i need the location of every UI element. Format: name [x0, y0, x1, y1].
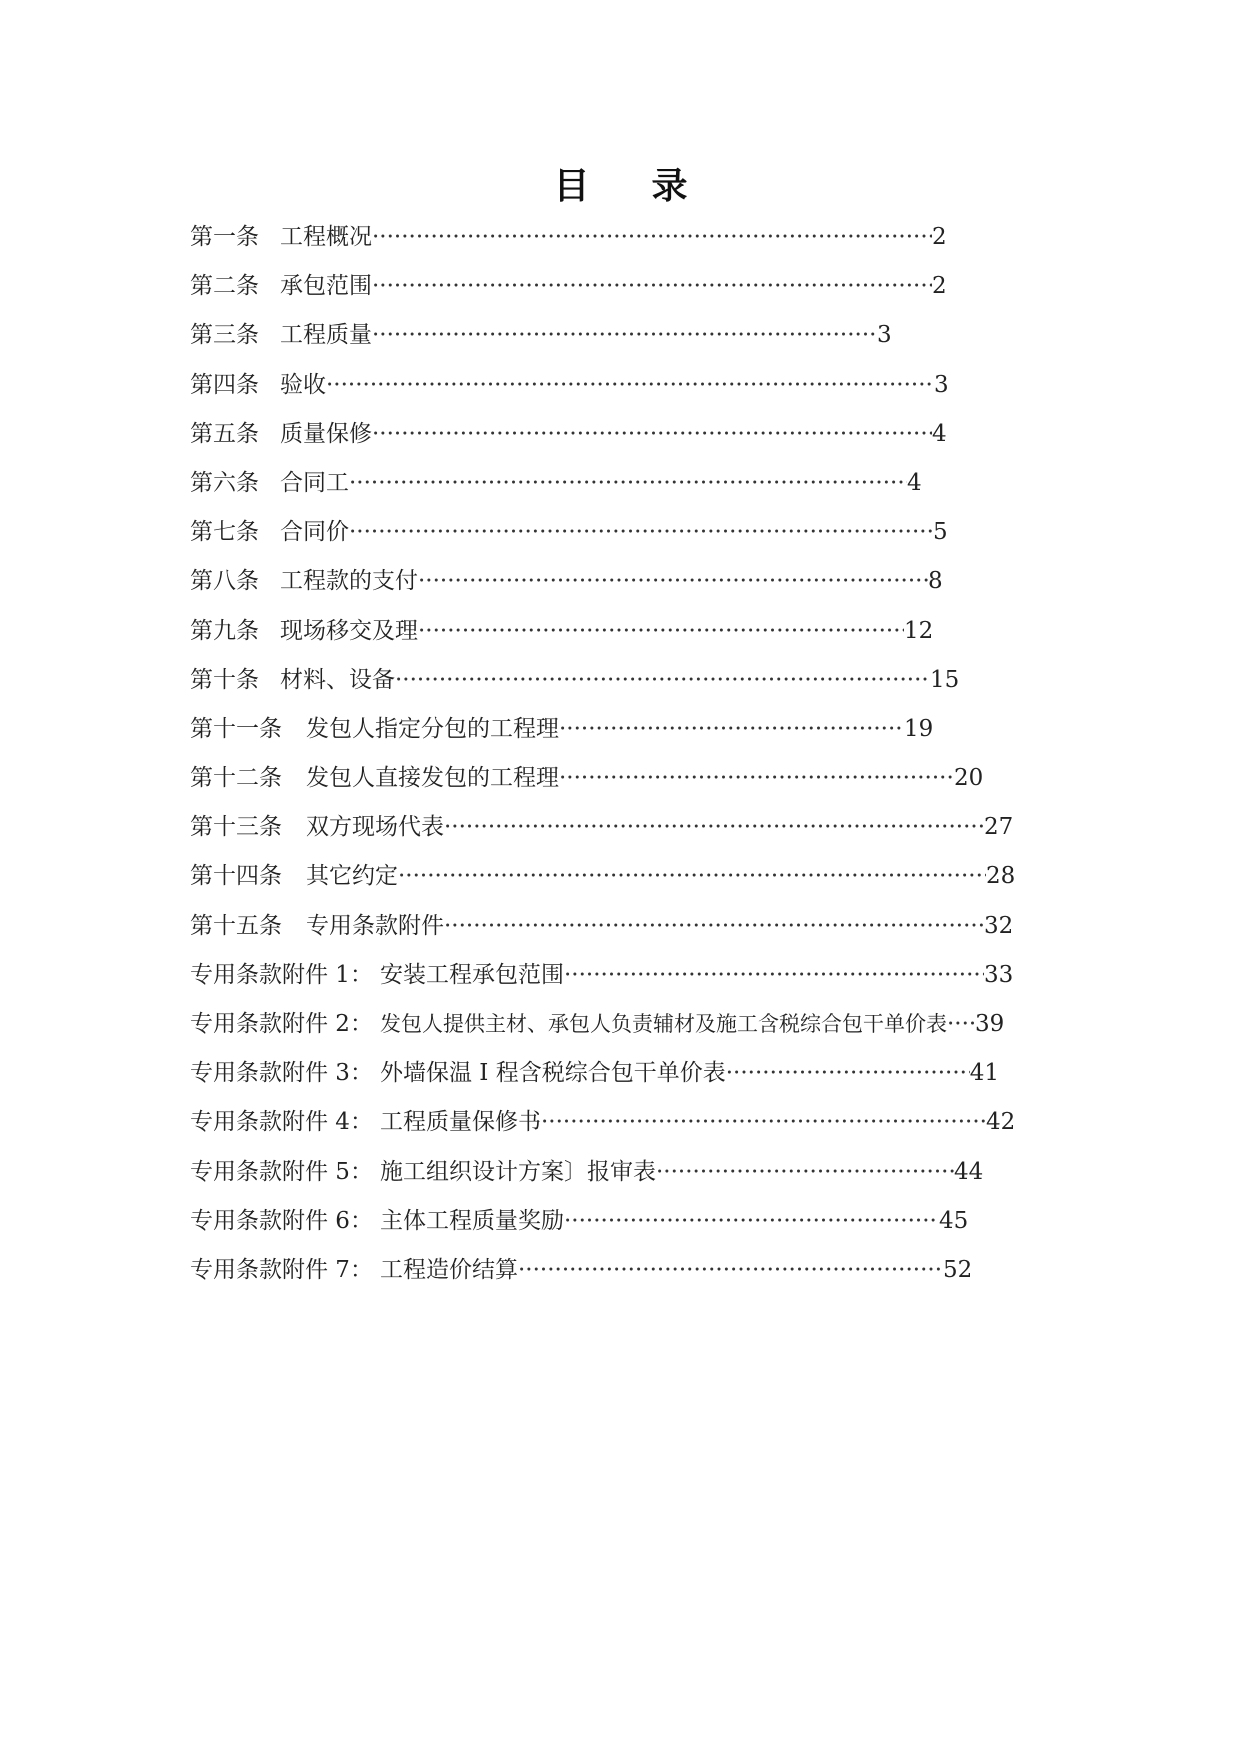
- toc-leader-dots: [444, 814, 984, 840]
- toc-entry-12: [190, 759, 1070, 808]
- toc-page-number: 15: [930, 666, 960, 693]
- toc-label: 第十一条: [190, 715, 282, 742]
- toc-leader-dots: [444, 913, 984, 939]
- toc-entry-13: [190, 808, 1070, 857]
- toc-leader-dots: [564, 1208, 939, 1234]
- toc-page-number: 12: [904, 617, 934, 644]
- toc-title: 发包人直接发包的工程理: [306, 765, 559, 792]
- toc-label: 第十五条: [190, 912, 282, 939]
- toc-page-number: 45: [939, 1207, 969, 1234]
- toc-leader-dots: [559, 765, 954, 791]
- toc-page-number: 4: [932, 420, 947, 447]
- toc-entry-18: [190, 1054, 1070, 1103]
- toc-label: 第十四条: [190, 863, 282, 890]
- toc-entry-6: [190, 464, 1070, 513]
- toc-leader-dots: [418, 568, 928, 594]
- toc-page-number: 8: [928, 568, 943, 595]
- toc-leader-dots: [372, 322, 877, 348]
- toc-title: 外墙保温 I 程含税综合包干单价表: [380, 1060, 726, 1087]
- toc-label: 第十条: [190, 666, 259, 693]
- page-title: 目录: [553, 165, 750, 207]
- toc-leader-dots: [559, 716, 904, 742]
- toc-title: 安装工程承包范围: [380, 961, 564, 988]
- toc-entry-5: [190, 415, 1070, 464]
- toc-entry-19: [190, 1103, 1070, 1152]
- toc-label: 专用条款附件 7：: [190, 1256, 373, 1283]
- toc-title: 验收: [280, 371, 326, 398]
- toc-leader-dots: [947, 1011, 975, 1037]
- toc-label: 第九条: [190, 617, 259, 644]
- toc-leader-dots: [349, 470, 907, 496]
- toc-leader-dots: [656, 1159, 954, 1185]
- toc-page-number: 44: [954, 1158, 984, 1185]
- toc-title: 合同工: [280, 469, 349, 496]
- toc-page-number: 5: [933, 519, 948, 546]
- toc-title: 工程造价结算: [380, 1256, 518, 1283]
- toc-entry-15: [190, 907, 1070, 956]
- toc-title: 工程概况: [280, 224, 372, 250]
- toc-leader-dots: [518, 1257, 943, 1283]
- table-of-contents: [190, 218, 1070, 1300]
- toc-page-number: 2: [932, 224, 947, 250]
- toc-title: 现场移交及理: [280, 617, 418, 644]
- toc-label: 第七条: [190, 519, 259, 546]
- toc-label: 第六条: [190, 469, 259, 496]
- toc-label: 第三条: [190, 322, 259, 349]
- toc-leader-dots: [372, 224, 932, 250]
- toc-leader-dots: [418, 618, 904, 644]
- toc-entry-11: [190, 710, 1070, 759]
- toc-page-number: 27: [984, 814, 1014, 841]
- toc-entry-16: [190, 956, 1070, 1005]
- toc-entry-10: [190, 661, 1070, 710]
- toc-title: 发包人指定分包的工程理: [306, 715, 559, 742]
- toc-entry-20: [190, 1153, 1070, 1202]
- toc-leader-dots: [372, 273, 932, 299]
- toc-page-number: 28: [986, 863, 1016, 890]
- toc-page-number: 3: [934, 371, 949, 398]
- toc-label: 第五条: [190, 420, 259, 447]
- toc-label: 专用条款附件 5：: [190, 1158, 373, 1185]
- toc-page-number: 39: [975, 1011, 1005, 1037]
- toc-leader-dots: [541, 1109, 986, 1135]
- toc-entry-22: [190, 1251, 1070, 1300]
- toc-page-number: 20: [954, 765, 984, 792]
- toc-label: 专用条款附件 3：: [190, 1060, 373, 1087]
- toc-page-number: 33: [984, 961, 1014, 988]
- toc-page-number: 3: [877, 322, 892, 349]
- toc-entry-17: [190, 1005, 1070, 1054]
- toc-leader-dots: [326, 372, 934, 398]
- toc-entry-21: [190, 1202, 1070, 1251]
- toc-label: 第八条: [190, 568, 259, 595]
- toc-label: 专用条款附件 4：: [190, 1109, 373, 1136]
- toc-entry-3: [190, 316, 1070, 365]
- toc-title: 发包人提供主材、承包人负责辅材及施工含税综合包干单价表: [380, 1012, 947, 1036]
- toc-page-number: 19: [904, 715, 934, 742]
- toc-page-number: 32: [984, 912, 1014, 939]
- toc-leader-dots: [395, 667, 930, 693]
- toc-leader-dots: [564, 962, 984, 988]
- toc-entry-1: [190, 218, 1070, 267]
- toc-label: 第四条: [190, 371, 259, 398]
- toc-page-number: 41: [969, 1060, 999, 1087]
- toc-label: 第十二条: [190, 765, 282, 792]
- toc-entry-9: [190, 612, 1070, 661]
- toc-title: 质量保修: [280, 420, 372, 447]
- toc-page-number: 52: [943, 1256, 973, 1283]
- toc-title: 双方现场代表: [306, 814, 444, 841]
- toc-entry-8: [190, 562, 1070, 611]
- toc-entry-7: [190, 513, 1070, 562]
- toc-label: 第十三条: [190, 814, 282, 841]
- toc-entry-14: [190, 857, 1070, 906]
- toc-label: 专用条款附件 2：: [190, 1011, 373, 1037]
- toc-title: 工程质量: [280, 322, 372, 349]
- toc-label: 专用条款附件 1：: [190, 961, 373, 988]
- toc-page-number: 2: [932, 273, 947, 300]
- toc-title: 承包范围: [280, 273, 372, 300]
- toc-label: 专用条款附件 6：: [190, 1207, 373, 1234]
- toc-title: 合同价: [280, 519, 349, 546]
- toc-leader-dots: [398, 863, 986, 889]
- toc-label: 第一条: [190, 224, 259, 250]
- toc-title: 专用条款附件: [306, 912, 444, 939]
- toc-page-number: 4: [907, 469, 922, 496]
- toc-page-number: 42: [986, 1109, 1016, 1136]
- toc-title: 工程质量保修书: [380, 1109, 541, 1136]
- toc-title: 工程款的支付: [280, 568, 418, 595]
- toc-title: 其它约定: [306, 863, 398, 890]
- toc-leader-dots: [372, 421, 932, 447]
- toc-entry-2: [190, 267, 1070, 316]
- toc-leader-dots: [349, 519, 933, 545]
- toc-entry-4: [190, 366, 1070, 415]
- toc-leader-dots: [726, 1060, 970, 1086]
- toc-title: 材料、设备: [280, 666, 395, 693]
- toc-title: 主体工程质量奖励: [380, 1207, 564, 1234]
- toc-title: 施工组织设计方案〕报审表: [380, 1158, 656, 1185]
- toc-label: 第二条: [190, 273, 259, 300]
